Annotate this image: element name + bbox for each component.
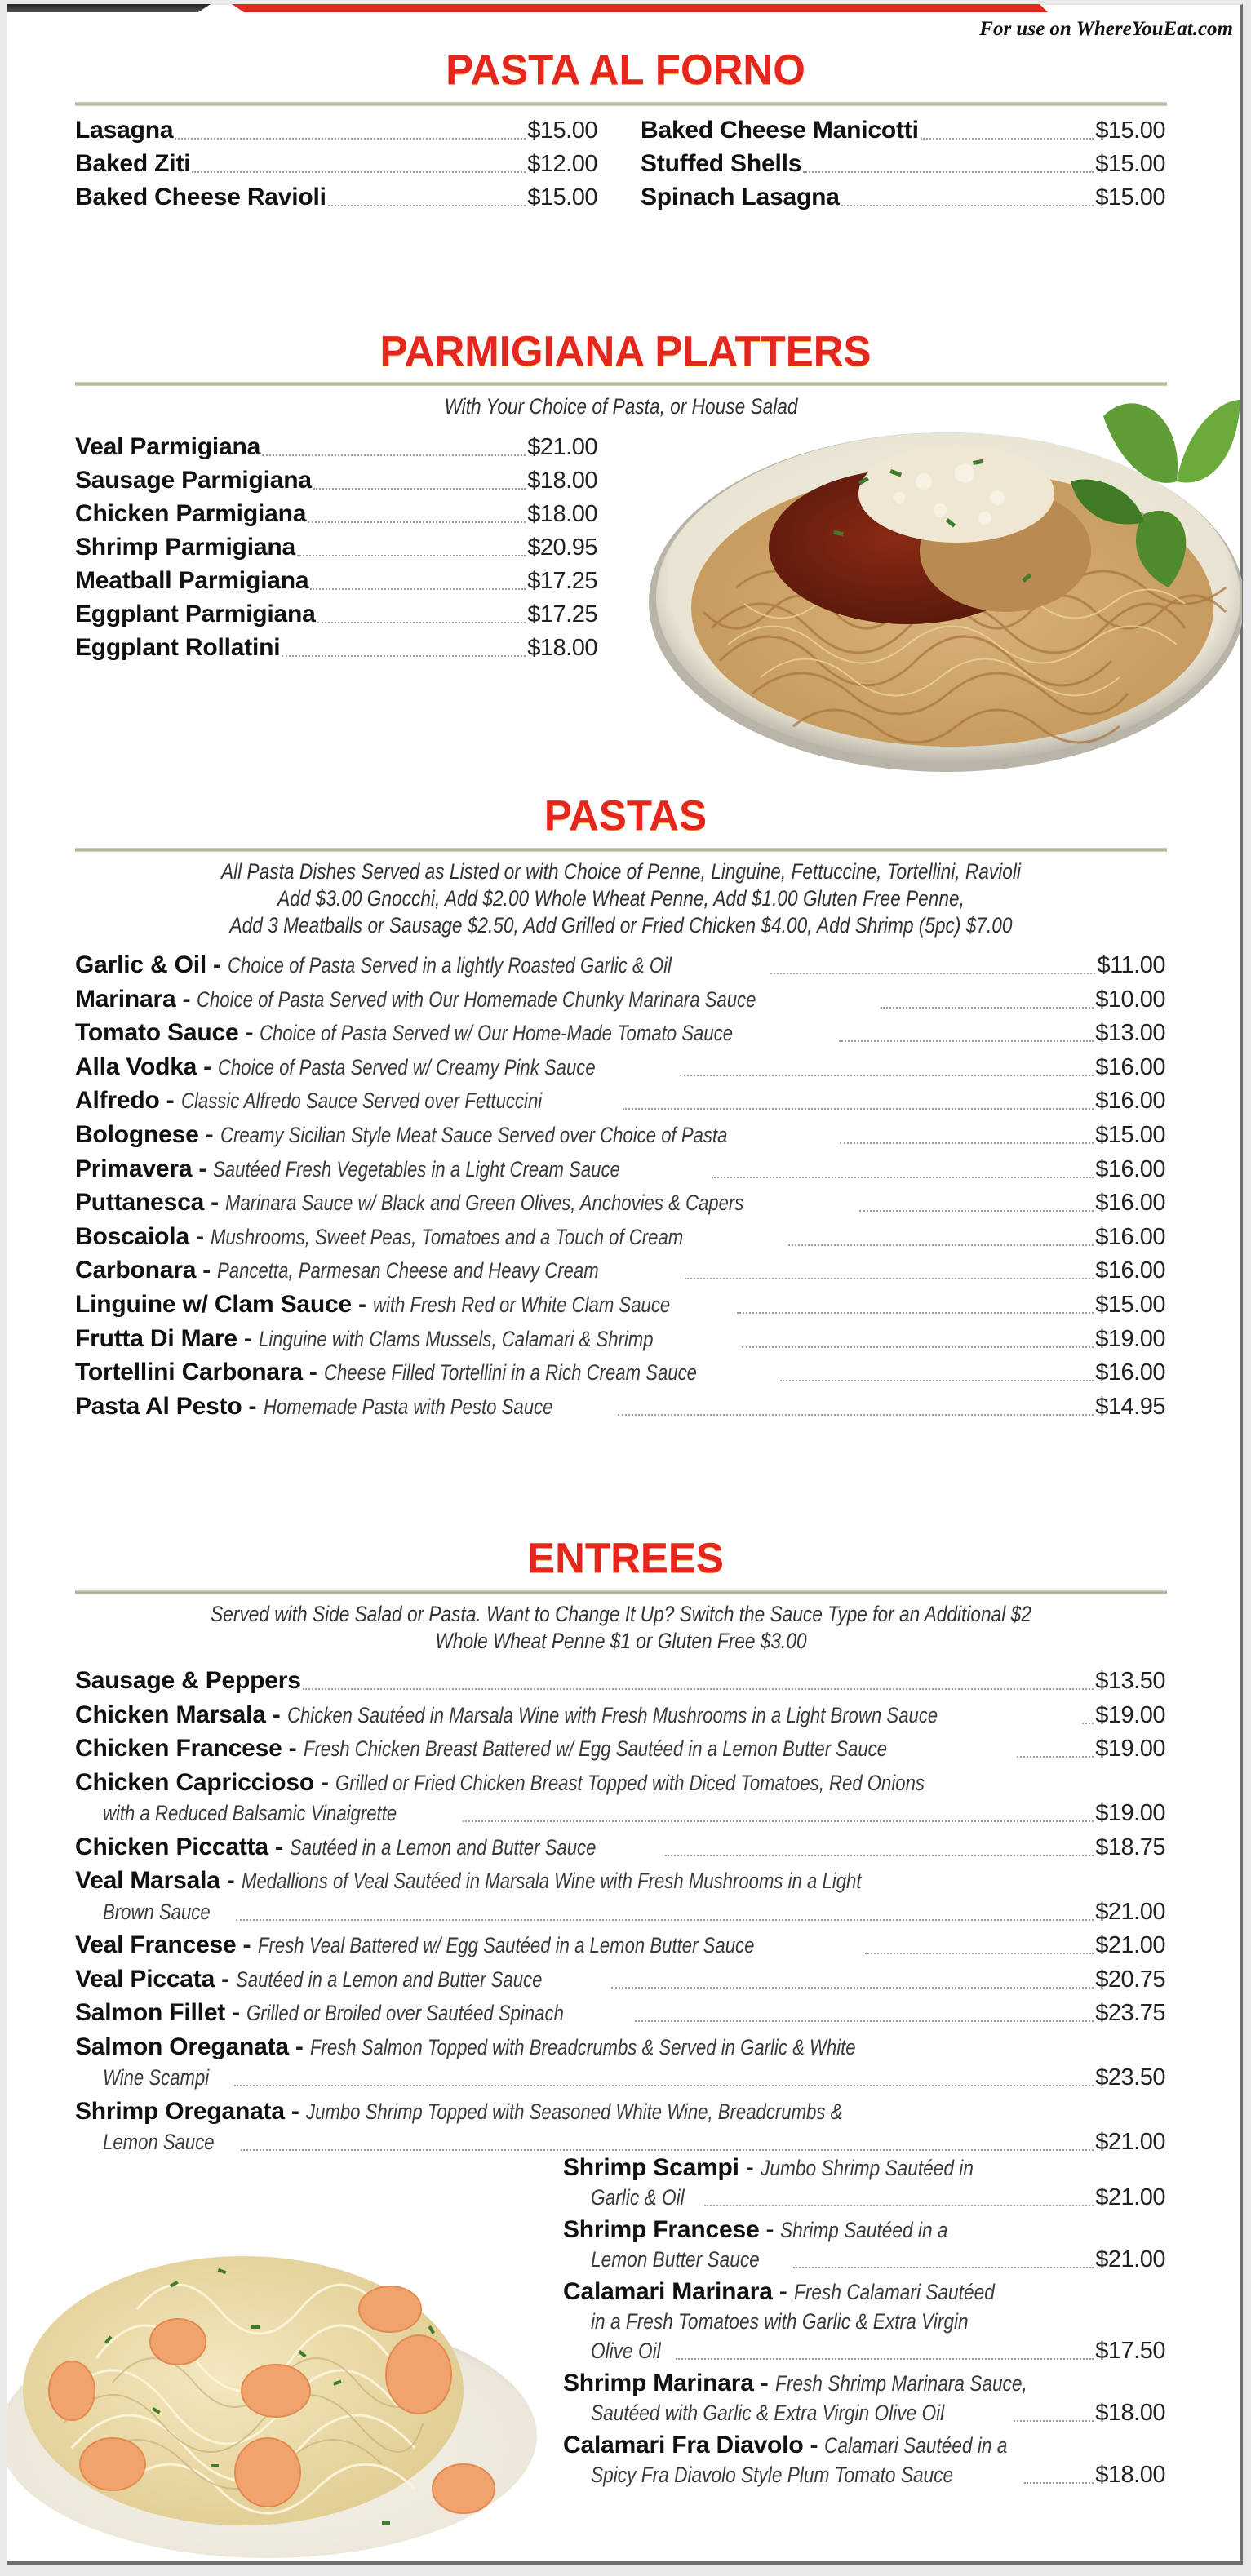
dash-separator: - bbox=[211, 1189, 220, 1217]
item-description: Fresh Chicken Breast Battered w/ Egg Sautéed in a Lemon Butter Sauce bbox=[303, 1736, 887, 1761]
dash-separator: - bbox=[232, 1999, 241, 2026]
item-name: Salmon Fillet bbox=[75, 1999, 226, 2026]
item-price: $15.00 bbox=[1095, 184, 1165, 211]
item-name: Frutta Di Mare bbox=[75, 1324, 237, 1352]
section-divider bbox=[75, 102, 1167, 106]
menu-item bbox=[75, 2031, 1165, 2064]
item-description: Cheese Filled Tortellini in a Rich Cream Sauce bbox=[323, 1360, 697, 1386]
menu-item bbox=[75, 983, 1165, 1016]
item-description: Fresh Veal Battered w/ Egg Sautéed in a Lemon Butter Sauce bbox=[257, 1933, 754, 1957]
menu-item bbox=[563, 2367, 1165, 2400]
item-name: Stuffed Shells bbox=[641, 150, 802, 177]
dot-leader bbox=[328, 181, 526, 214]
dot-leader bbox=[623, 1084, 1094, 1117]
dot-leader bbox=[262, 431, 526, 463]
dot-leader bbox=[737, 1288, 1094, 1321]
item-price: $21.00 bbox=[1095, 1898, 1165, 1925]
section-title-parmigiana-platters: PARMIGIANA PLATTERS bbox=[379, 328, 872, 375]
menu-item bbox=[563, 2429, 1165, 2462]
item-description: Spicy Fra Diavolo Style Plum Tomato Sauce bbox=[591, 2463, 954, 2487]
item-description: Sautéed with Garlic & Extra Virgin Olive Oil bbox=[591, 2401, 945, 2425]
item-description: in a Fresh Tomatoes with Garlic & Extra Virgin bbox=[591, 2309, 969, 2334]
item-description: Calamari Sautéed in a bbox=[824, 2433, 1008, 2458]
dot-leader bbox=[303, 1665, 1094, 1697]
intro-line: Add 3 Meatballs or Sausage $2.50, Add Grilled or Fried Chicken $4.00, Add Shrimp (5pc) $7.00 bbox=[229, 913, 1013, 938]
menu-item-continued bbox=[563, 2181, 1165, 2214]
item-name: Veal Francese bbox=[75, 1931, 237, 1958]
dash-separator: - bbox=[226, 1867, 235, 1894]
menu-item bbox=[75, 1665, 1165, 1697]
item-name: Salmon Oreganata bbox=[75, 2033, 289, 2060]
dash-separator: - bbox=[202, 1257, 211, 1284]
item-name: Spinach Lasagna bbox=[641, 184, 840, 211]
section-intro bbox=[75, 858, 1167, 939]
dot-leader bbox=[611, 1963, 1094, 1996]
dot-leader bbox=[788, 1221, 1094, 1253]
item-description: Marinara Sauce w/ Black and Green Olives, Anchovies & Capers bbox=[225, 1190, 744, 1216]
top-black-bar bbox=[7, 4, 211, 12]
item-price: $15.00 bbox=[1095, 1122, 1165, 1148]
menu-item bbox=[75, 1732, 1165, 1765]
item-price: $16.00 bbox=[1095, 1257, 1165, 1284]
item-price: $20.75 bbox=[1095, 1966, 1165, 1993]
dash-separator: - bbox=[242, 1931, 251, 1958]
item-price: $18.00 bbox=[1095, 2462, 1165, 2488]
item-price: $21.00 bbox=[1095, 2246, 1165, 2272]
item-price: $15.00 bbox=[1095, 151, 1165, 177]
item-name: Marinara bbox=[75, 985, 176, 1013]
item-price: $14.95 bbox=[1095, 1393, 1165, 1420]
menu-item-continued bbox=[563, 2305, 1165, 2338]
dash-separator: - bbox=[166, 1087, 175, 1115]
dash-separator: - bbox=[198, 1155, 207, 1182]
dot-leader bbox=[297, 531, 526, 564]
menu-item bbox=[75, 114, 597, 147]
item-name: Pasta Al Pesto bbox=[75, 1392, 242, 1420]
dot-leader bbox=[618, 1390, 1094, 1423]
menu-item bbox=[75, 949, 1165, 982]
item-description: Creamy Sicilian Style Meat Sauce Served over Choice of Pasta bbox=[220, 1123, 728, 1147]
menu-item-continued bbox=[563, 2396, 1165, 2429]
item-price: $15.00 bbox=[1095, 117, 1165, 144]
item-description: Choice of Pasta Served with Our Homemade Chunky Marinara Sauce bbox=[197, 987, 756, 1012]
dash-separator: - bbox=[243, 1324, 252, 1352]
dash-separator: - bbox=[272, 1700, 281, 1728]
menu-item bbox=[75, 598, 597, 631]
item-name: Puttanesca bbox=[75, 1189, 205, 1217]
dot-leader bbox=[859, 1186, 1094, 1219]
dash-separator: - bbox=[358, 1291, 367, 1318]
item-price: $17.50 bbox=[1095, 2338, 1165, 2364]
dot-leader bbox=[234, 2061, 1094, 2094]
menu-item-continued bbox=[563, 2459, 1165, 2491]
section-title-pastas: PASTAS bbox=[543, 792, 708, 840]
item-name: Meatball Parmigiana bbox=[75, 567, 309, 594]
dash-separator: - bbox=[745, 2154, 754, 2181]
subtitle-line: With Your Choice of Pasta, or House Salad bbox=[444, 394, 798, 419]
item-description: Classic Alfredo Sauce Served over Fettuccini bbox=[180, 1088, 542, 1114]
item-name: Alfredo bbox=[75, 1087, 160, 1115]
item-description: Fresh Shrimp Marinara Sauce, bbox=[774, 2371, 1027, 2396]
item-description: Homemade Pasta with Pesto Sauce bbox=[263, 1394, 552, 1419]
item-description: Grilled or Fried Chicken Breast Topped with Diced Tomatoes, Red Onions bbox=[335, 1770, 925, 1795]
item-price: $16.00 bbox=[1095, 1088, 1165, 1115]
item-description: Choice of Pasta Served in a lightly Roasted Garlic & Oil bbox=[228, 953, 672, 978]
chicken-parmigiana-photo bbox=[614, 384, 1242, 783]
dash-separator: - bbox=[182, 985, 191, 1013]
menu-item-continued bbox=[75, 1797, 1165, 1829]
item-price: $13.50 bbox=[1095, 1668, 1165, 1694]
item-price: $18.00 bbox=[527, 468, 597, 494]
menu-item bbox=[75, 1997, 1165, 2029]
item-price: $19.00 bbox=[1095, 1701, 1165, 1728]
item-name: Baked Ziti bbox=[75, 150, 191, 177]
dash-separator: - bbox=[274, 1833, 283, 1860]
dash-separator: - bbox=[810, 2432, 818, 2459]
item-name: Lasagna bbox=[75, 117, 174, 144]
item-name: Baked Cheese Manicotti bbox=[641, 117, 919, 144]
item-price: $15.00 bbox=[527, 184, 597, 211]
menu-item bbox=[75, 431, 597, 463]
menu-item bbox=[75, 1186, 1165, 1219]
item-price: $21.00 bbox=[1095, 2129, 1165, 2155]
dot-leader bbox=[282, 632, 526, 664]
item-name: Shrimp Scampi bbox=[563, 2154, 739, 2181]
menu-item bbox=[75, 1323, 1165, 1355]
intro-line: Whole Wheat Penne $1 or Gluten Free $3.00 bbox=[435, 1629, 807, 1653]
item-description: Wine Scampi bbox=[103, 2065, 210, 2090]
item-name: Shrimp Parmigiana bbox=[75, 534, 296, 561]
item-name: Tortellini Carbonara bbox=[75, 1359, 303, 1386]
menu-item bbox=[75, 1254, 1165, 1287]
menu-item-continued bbox=[75, 1895, 1165, 1928]
dot-leader bbox=[310, 565, 526, 597]
menu-item bbox=[75, 1767, 1165, 1799]
item-price: $19.00 bbox=[1095, 1800, 1165, 1826]
item-price: $17.25 bbox=[527, 568, 597, 594]
menu-item bbox=[75, 1831, 1165, 1864]
menu-item bbox=[75, 1153, 1165, 1186]
item-description: Lemon Butter Sauce bbox=[591, 2247, 760, 2272]
shrimp-scampi-photo bbox=[7, 2219, 545, 2562]
intro-line: All Pasta Dishes Served as Listed or with Choice of Penne, Linguine, Fettuccine, Tortellini, Ravioli bbox=[221, 859, 1021, 884]
item-description: with Fresh Red or White Clam Sauce bbox=[373, 1292, 671, 1317]
item-price: $17.25 bbox=[527, 601, 597, 627]
item-price: $18.00 bbox=[527, 501, 597, 527]
item-price: $15.00 bbox=[1095, 1292, 1165, 1318]
item-name: Chicken Parmigiana bbox=[75, 500, 307, 527]
item-name: Shrimp Marinara bbox=[563, 2370, 754, 2396]
menu-item bbox=[75, 148, 597, 180]
dot-leader bbox=[793, 2243, 1094, 2276]
dash-separator: - bbox=[245, 1019, 254, 1047]
menu-item bbox=[75, 565, 597, 597]
item-price: $21.00 bbox=[1095, 1932, 1165, 1958]
menu-item bbox=[75, 1390, 1165, 1423]
item-description: with a Reduced Balsamic Vinaigrette bbox=[103, 1801, 397, 1825]
dot-leader bbox=[881, 983, 1094, 1016]
dot-leader bbox=[1082, 1699, 1094, 1731]
item-description: Pancetta, Parmesan Cheese and Heavy Cream bbox=[217, 1258, 599, 1284]
dash-separator: - bbox=[288, 1735, 297, 1762]
item-description: Sautéed in a Lemon and Butter Sauce bbox=[236, 1966, 543, 1992]
item-name: Veal Piccata bbox=[75, 1965, 215, 1993]
item-price: $18.75 bbox=[1095, 1833, 1165, 1860]
menu-item-continued bbox=[75, 2061, 1165, 2094]
dot-leader bbox=[1024, 2459, 1094, 2491]
menu-item bbox=[641, 148, 1165, 180]
item-price: $16.00 bbox=[1095, 1155, 1165, 1182]
section-divider bbox=[75, 1590, 1167, 1594]
menu-item bbox=[75, 1929, 1165, 1962]
menu-item bbox=[563, 2214, 1165, 2246]
item-name: Chicken Marsala bbox=[75, 1700, 266, 1728]
item-price: $19.00 bbox=[1095, 1325, 1165, 1352]
menu-item bbox=[75, 1119, 1165, 1151]
menu-item bbox=[75, 1699, 1165, 1731]
dot-leader bbox=[803, 148, 1094, 180]
item-name: Primavera bbox=[75, 1155, 193, 1182]
dot-leader bbox=[685, 1254, 1094, 1287]
item-description: Grilled or Broiled over Sautéed Spinach bbox=[246, 2001, 565, 2025]
item-price: $16.00 bbox=[1095, 1190, 1165, 1217]
item-description: Choice of Pasta Served w/ Creamy Pink Sauce bbox=[218, 1054, 596, 1080]
item-price: $16.00 bbox=[1095, 1223, 1165, 1250]
dash-separator: - bbox=[295, 2033, 304, 2060]
item-price: $16.00 bbox=[1095, 1359, 1165, 1386]
intro-line: Served with Side Salad or Pasta. Want to Change It Up? Switch the Sauce Type for an Additional $2 bbox=[211, 1602, 1031, 1626]
menu-item bbox=[75, 1356, 1165, 1389]
item-description: Garlic & Oil bbox=[591, 2185, 685, 2210]
dot-leader bbox=[780, 1356, 1094, 1389]
dot-leader bbox=[236, 1895, 1094, 1928]
item-name: Sausage Parmigiana bbox=[75, 467, 312, 494]
item-name: Bolognese bbox=[75, 1121, 199, 1148]
section-divider bbox=[75, 848, 1167, 852]
item-description: Mushrooms, Sweet Peas, Tomatoes and a Touch of Cream bbox=[210, 1224, 684, 1249]
menu-item bbox=[75, 1084, 1165, 1117]
item-price: $13.00 bbox=[1095, 1020, 1165, 1047]
menu-item bbox=[563, 2152, 1165, 2184]
dash-separator: - bbox=[203, 1053, 212, 1080]
item-name: Shrimp Oreganata bbox=[75, 2097, 285, 2125]
dot-leader bbox=[175, 114, 526, 147]
dot-leader bbox=[313, 464, 526, 497]
dot-leader bbox=[317, 598, 526, 631]
menu-item bbox=[75, 1221, 1165, 1253]
item-name: Boscaiola bbox=[75, 1222, 189, 1250]
menu-item bbox=[75, 1864, 1165, 1897]
section-intro bbox=[75, 1601, 1167, 1655]
watermark: For use on WhereYouEat.com bbox=[979, 18, 1233, 40]
item-description: Linguine with Clams Mussels, Calamari & Shrimp bbox=[258, 1326, 654, 1351]
item-description: Choice of Pasta Served w/ Our Home-Made Tomato Sauce bbox=[260, 1021, 734, 1046]
menu-item bbox=[641, 114, 1165, 147]
dash-separator: - bbox=[779, 2278, 787, 2305]
item-name: Sausage & Peppers bbox=[75, 1667, 301, 1694]
item-description: Medallions of Veal Sautéed in Marsala Wine with Fresh Mushrooms in a Light bbox=[241, 1869, 862, 1893]
section-title-pasta-al-forno: PASTA AL FORNO bbox=[446, 47, 805, 94]
menu-item bbox=[75, 498, 597, 530]
menu-item-continued bbox=[563, 2243, 1165, 2276]
dot-leader bbox=[770, 949, 1095, 982]
dot-leader bbox=[1014, 2396, 1094, 2429]
top-red-bar bbox=[232, 4, 1048, 12]
menu-item bbox=[75, 531, 597, 564]
dot-leader bbox=[704, 2181, 1094, 2214]
item-description: Jumbo Shrimp Sautéed in bbox=[760, 2156, 974, 2180]
dot-leader bbox=[192, 148, 526, 180]
dash-separator: - bbox=[291, 2097, 299, 2125]
menu-item bbox=[75, 1288, 1165, 1321]
section-title-entrees: ENTREES bbox=[527, 1535, 724, 1582]
item-name: Carbonara bbox=[75, 1257, 197, 1284]
item-price: $18.00 bbox=[527, 635, 597, 661]
menu-item bbox=[563, 2276, 1165, 2308]
item-description: Jumbo Shrimp Topped with Seasoned White Wine, Breadcrumbs & bbox=[305, 2099, 843, 2124]
item-name: Chicken Francese bbox=[75, 1735, 282, 1762]
item-name: Chicken Piccatta bbox=[75, 1833, 268, 1860]
item-price: $21.00 bbox=[1095, 2184, 1165, 2210]
item-price: $23.75 bbox=[1095, 2000, 1165, 2026]
menu-item bbox=[75, 2095, 1165, 2128]
dot-leader bbox=[1017, 1732, 1094, 1765]
item-price: $11.00 bbox=[1097, 952, 1165, 978]
dash-separator: - bbox=[195, 1222, 204, 1250]
item-price: $21.00 bbox=[527, 434, 597, 460]
item-price: $20.95 bbox=[527, 534, 597, 561]
item-description: Fresh Calamari Sautéed bbox=[793, 2280, 995, 2304]
item-description: Chicken Sautéed in Marsala Wine with Fresh Mushrooms in a Light Brown Sauce bbox=[286, 1702, 938, 1727]
menu-item bbox=[75, 632, 597, 664]
item-price: $19.00 bbox=[1095, 1736, 1165, 1762]
item-price: $10.00 bbox=[1095, 986, 1165, 1013]
dot-leader bbox=[665, 1831, 1094, 1864]
dash-separator: - bbox=[248, 1392, 257, 1420]
item-price: $12.00 bbox=[527, 151, 597, 177]
item-name: Eggplant Parmigiana bbox=[75, 601, 316, 627]
dash-separator: - bbox=[765, 2216, 774, 2243]
dot-leader bbox=[676, 2334, 1094, 2367]
item-price: $18.00 bbox=[1095, 2400, 1165, 2426]
item-description: Olive Oil bbox=[591, 2339, 661, 2363]
item-description: Shrimp Sautéed in a bbox=[780, 2218, 948, 2242]
dot-leader bbox=[712, 1153, 1094, 1186]
item-description: Brown Sauce bbox=[103, 1899, 211, 1924]
item-price: $16.00 bbox=[1095, 1053, 1165, 1080]
intro-line: Add $3.00 Gnocchi, Add $2.00 Whole Wheat Penne, Add $1.00 Gluten Free Penne, bbox=[277, 886, 965, 911]
menu-item bbox=[75, 181, 597, 214]
item-name: Garlic & Oil bbox=[75, 951, 206, 978]
item-name: Eggplant Rollatini bbox=[75, 634, 281, 661]
dot-leader bbox=[865, 1929, 1094, 1962]
item-name: Alla Vodka bbox=[75, 1053, 197, 1080]
menu-item bbox=[75, 1051, 1165, 1084]
dash-separator: - bbox=[320, 1768, 329, 1796]
item-name: Calamari Marinara bbox=[563, 2278, 773, 2305]
dot-leader bbox=[680, 1051, 1094, 1084]
menu-item bbox=[75, 1017, 1165, 1049]
item-name: Linguine w/ Clam Sauce bbox=[75, 1291, 353, 1318]
item-name: Calamari Fra Diavolo bbox=[563, 2432, 804, 2459]
dot-leader bbox=[742, 1323, 1094, 1355]
menu-item bbox=[641, 181, 1165, 214]
menu-item bbox=[75, 1963, 1165, 1996]
item-name: Baked Cheese Ravioli bbox=[75, 184, 326, 211]
item-name: Veal Parmigiana bbox=[75, 433, 261, 460]
dot-leader bbox=[839, 1017, 1094, 1049]
dot-leader bbox=[921, 114, 1094, 147]
item-description: Sautéed in a Lemon and Butter Sauce bbox=[289, 1834, 597, 1860]
item-name: Veal Marsala bbox=[75, 1867, 220, 1894]
item-price: $15.00 bbox=[527, 117, 597, 144]
dash-separator: - bbox=[213, 951, 221, 978]
dot-leader bbox=[635, 1997, 1094, 2029]
item-description: Fresh Salmon Topped with Breadcrumbs & Served in Garlic & White bbox=[309, 2034, 856, 2059]
item-price: $23.50 bbox=[1095, 2064, 1165, 2091]
dash-separator: - bbox=[221, 1965, 230, 1993]
dash-separator: - bbox=[760, 2370, 769, 2396]
item-name: Shrimp Francese bbox=[563, 2216, 760, 2243]
dot-leader bbox=[841, 181, 1094, 214]
dot-leader bbox=[840, 1119, 1094, 1151]
dash-separator: - bbox=[205, 1121, 214, 1148]
dot-leader bbox=[463, 1797, 1094, 1829]
item-name: Tomato Sauce bbox=[75, 1019, 239, 1047]
menu-item bbox=[75, 464, 597, 497]
item-description: Sautéed Fresh Vegetables in a Light Cream Sauce bbox=[213, 1156, 621, 1182]
item-name: Chicken Capriccioso bbox=[75, 1768, 314, 1796]
dash-separator: - bbox=[308, 1359, 317, 1386]
item-description: Lemon Sauce bbox=[103, 2130, 215, 2154]
menu-item-continued bbox=[563, 2334, 1165, 2367]
dot-leader bbox=[308, 498, 526, 530]
